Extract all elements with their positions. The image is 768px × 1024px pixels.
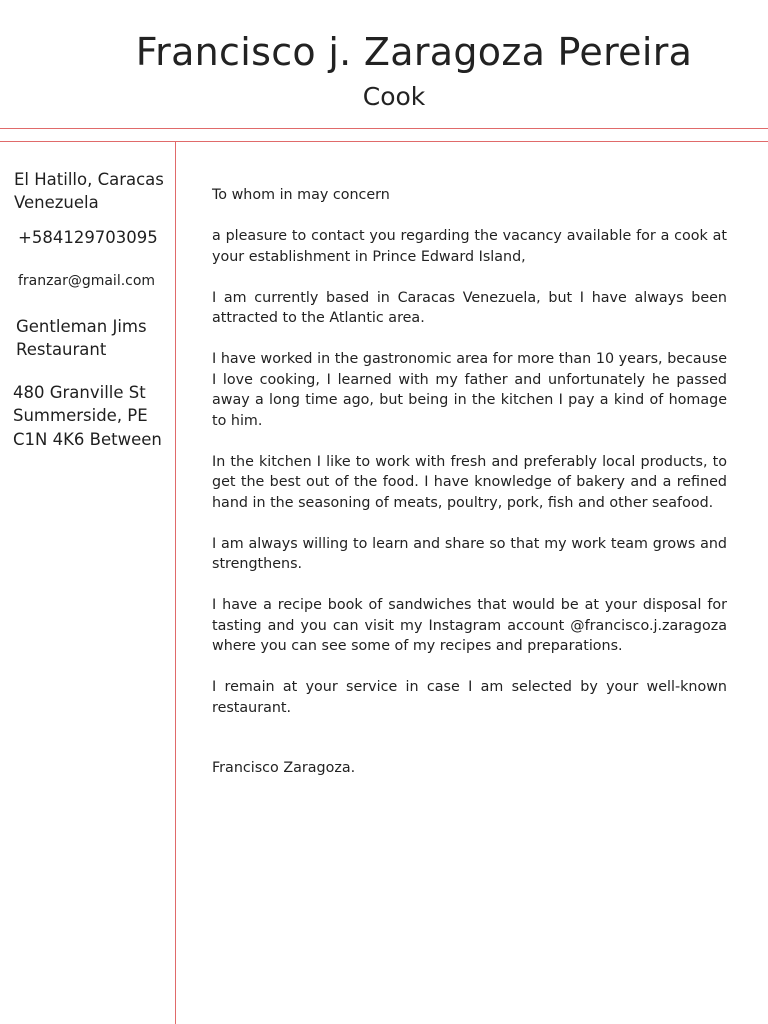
letter-paragraph: I have a recipe book of sandwiches that would be at your disposal for tasting and you can visit my Instagram account @francisco.j.zaragoza where you can see some of my recipes and preparations.	[212, 597, 727, 654]
letter-paragraph: I am always willing to learn and share so that my work team grows and strengthens.	[212, 535, 727, 572]
letter-paragraph: In the kitchen I like to work with fresh and preferably local products, to get the best out of the food. I have knowledge of bakery and a refined hand in the seasoning of meats, poultry, pork, fish and other seafood.	[212, 453, 727, 511]
company-name-line-1: Gentleman Jims	[16, 317, 147, 336]
company-address-line-1: 480 Granville St	[13, 383, 146, 402]
letter-paragraph: I am currently based in Caracas Venezuela, but I have always been attracted to the Atlantic area.	[212, 289, 727, 326]
phone-number: +584129703095	[18, 228, 158, 247]
company-address-line-2: Summerside, PE	[13, 406, 148, 425]
header-divider-bottom	[0, 141, 768, 142]
applicant-name: Francisco j. Zaragoza Pereira	[135, 30, 693, 74]
address-line-1: El Hatillo, Caracas	[14, 170, 164, 189]
letter-greeting: To whom in may concern	[212, 187, 390, 203]
applicant-role: Cook	[362, 82, 426, 111]
header-divider-top	[0, 128, 768, 129]
email-address: franzar@gmail.com	[18, 273, 156, 289]
letter-paragraph: I remain at your service in case I am selected by your well-known restaurant.	[212, 679, 727, 716]
address-line-2: Venezuela	[14, 193, 99, 212]
company-address-line-3: C1N 4K6 Between	[13, 430, 162, 449]
sidebar-divider	[175, 141, 176, 1024]
letter-signature: Francisco Zaragoza.	[212, 760, 356, 776]
letter-body	[212, 185, 727, 799]
letter-paragraph: I have worked in the gastronomic area for more than 10 years, because I love cooking, I learned with my father and unfortunately he passed away a long time ago, but being in the kitchen I pay a kind of homage to him.	[212, 351, 727, 429]
letter-paragraph: a pleasure to contact you regarding the vacancy available for a cook at your establishment in Prince Edward Island,	[212, 228, 727, 265]
company-name-line-2: Restaurant	[16, 340, 107, 359]
